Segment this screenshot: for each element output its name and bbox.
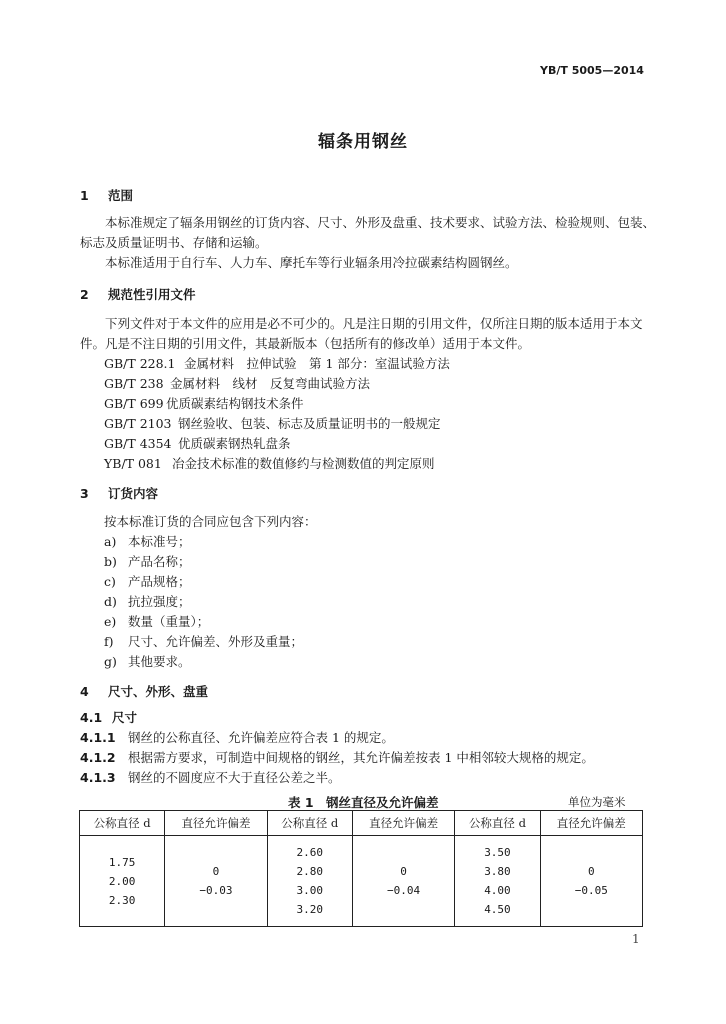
reference-code: YB/T 081 <box>104 456 162 471</box>
reference-item <box>104 354 450 372</box>
tolerance-lower: −0.04 <box>387 884 421 897</box>
diameter-value: 2.80 <box>296 865 324 878</box>
clause-text: 钢丝的公称直径、允许偏差应符合表 1 的规定。 <box>128 730 394 745</box>
header-diameter-tolerance: 直径允许偏差 <box>165 811 267 836</box>
item-marker: d) <box>104 594 117 609</box>
header-nominal-diameter: 公称直径 d <box>455 811 540 836</box>
tolerance-cell <box>165 836 267 927</box>
clause-number: 4.1 <box>80 710 103 725</box>
section-4-heading <box>80 682 208 700</box>
section-title: 规范性引用文件 <box>108 287 196 302</box>
clause-4-1-heading <box>80 708 137 726</box>
diameter-value: 3.20 <box>296 903 324 916</box>
section-2-paragraph: 下列文件对于本文件的应用是必不可少的。凡是注日期的引用文件，仅所注日期的版本适用于本文件。凡是不注日期的引用文件，其最新版本（包括所有的修改单）适用于本文件。 <box>80 316 643 351</box>
tolerance-cell <box>352 836 454 927</box>
reference-title: 金属材料 线材 反复弯曲试验方法 <box>170 376 371 391</box>
clause-number: 4.1.2 <box>80 750 116 765</box>
diameter-value: 3.80 <box>484 865 511 878</box>
diameter-value: 4.50 <box>484 903 511 916</box>
reference-item <box>104 394 304 412</box>
header-diameter-tolerance: 直径允许偏差 <box>352 811 454 836</box>
item-text: 产品名称； <box>128 554 191 569</box>
page-number: 1 <box>632 932 640 946</box>
header-diameter-tolerance: 直径允许偏差 <box>540 811 642 836</box>
reference-title: 金属材料 拉伸试验 第 1 部分：室温试验方法 <box>184 356 450 371</box>
order-item <box>104 632 303 650</box>
clause-4-1-2 <box>80 748 594 766</box>
reference-title: 钢丝验收、包装、标志及质量证明书的一般规定 <box>178 416 441 431</box>
diameter-value: 3.50 <box>484 846 511 859</box>
item-marker: a) <box>104 534 117 549</box>
reference-code: GB/T 2103 <box>104 416 172 431</box>
order-item <box>104 572 191 590</box>
reference-item <box>104 414 441 432</box>
item-text: 抗拉强度； <box>128 594 191 609</box>
section-title: 尺寸、外形、盘重 <box>108 684 209 699</box>
section-number: 2 <box>80 287 89 302</box>
table-unit: 单位为毫米 <box>568 795 626 809</box>
document-title: 辐条用钢丝 <box>318 132 408 152</box>
tolerance-lower: −0.05 <box>574 884 608 897</box>
section-3-heading <box>80 484 158 502</box>
reference-code: GB/T 4354 <box>104 436 172 451</box>
table-header-row <box>80 811 643 836</box>
reference-item <box>104 374 370 392</box>
section-1-paragraph-2: 本标准适用于自行车、人力车、摩托车等行业辐条用冷拉碳素结构圆钢丝。 <box>105 255 518 270</box>
diameter-cell <box>455 836 540 927</box>
item-marker: b) <box>104 554 117 569</box>
item-marker: f) <box>104 634 114 649</box>
header-nominal-diameter: 公称直径 d <box>267 811 352 836</box>
item-text: 数量（重量）； <box>128 614 210 629</box>
item-marker: e) <box>104 614 117 629</box>
clause-number: 4.1.3 <box>80 770 116 785</box>
reference-title: 优质碳素结构钢技术条件 <box>166 396 304 411</box>
clause-4-1-1 <box>80 728 394 746</box>
tolerance-upper: 0 <box>587 865 595 878</box>
diameter-value: 2.60 <box>296 846 324 859</box>
section-1-paragraph-1: 本标准规定了辐条用钢丝的订货内容、尺寸、外形及盘重、技术要求、试验方法、检验规则、包装、标志及质量证明书、存储和运输。 <box>80 215 656 250</box>
section-1-heading <box>80 186 133 204</box>
clause-text: 根据需方要求，可制造中间规格的钢丝，其允许偏差按表 1 中相邻较大规格的规定。 <box>128 750 594 765</box>
order-item <box>104 592 191 610</box>
diameter-value: 1.75 <box>108 855 136 869</box>
section-number: 3 <box>80 486 89 501</box>
reference-item <box>104 454 435 472</box>
order-item <box>104 612 209 630</box>
order-item <box>104 652 191 670</box>
item-text: 本标准号； <box>128 534 191 549</box>
reference-code: GB/T 228.1 <box>104 356 176 371</box>
reference-title: 优质碳素钢热轧盘条 <box>178 436 291 451</box>
section-title: 订货内容 <box>108 486 159 501</box>
tolerance-upper: 0 <box>400 865 407 878</box>
order-item <box>104 552 191 570</box>
clause-number: 4.1.1 <box>80 730 116 745</box>
clause-4-1-3 <box>80 768 341 786</box>
tolerance-cell <box>540 836 642 927</box>
tolerance-upper: 0 <box>212 865 220 878</box>
diameter-cell <box>80 836 165 927</box>
reference-item <box>104 434 291 452</box>
clause-title: 尺寸 <box>112 710 138 725</box>
table-caption: 表 1 钢丝直径及允许偏差 <box>288 795 439 810</box>
section-title: 范围 <box>108 188 134 203</box>
item-text: 产品规格； <box>128 574 191 589</box>
diameter-tolerance-table <box>79 810 643 927</box>
clause-text: 钢丝的不圆度应不大于直径公差之半。 <box>128 770 341 785</box>
diameter-cell <box>267 836 352 927</box>
section-number: 4 <box>80 684 89 699</box>
section-number: 1 <box>80 188 89 203</box>
section-2-heading <box>80 285 196 303</box>
order-item <box>104 532 191 550</box>
diameter-value: 3.00 <box>296 884 324 897</box>
item-text: 尺寸、允许偏差、外形及重量； <box>128 634 304 649</box>
reference-code: GB/T 238 <box>104 376 164 391</box>
diameter-value: 2.30 <box>108 893 136 907</box>
standard-number: YB/T 5005—2014 <box>540 64 644 77</box>
diameter-value: 2.00 <box>108 874 136 888</box>
reference-code: GB/T 699 <box>104 396 164 411</box>
diameter-value: 4.00 <box>484 884 511 897</box>
item-marker: g) <box>104 654 117 669</box>
tolerance-lower: −0.03 <box>199 884 233 897</box>
item-text: 其他要求。 <box>128 654 191 669</box>
table-row <box>80 836 643 927</box>
reference-title: 冶金技术标准的数值修约与检测数值的判定原则 <box>172 456 435 471</box>
header-nominal-diameter: 公称直径 d <box>80 811 165 836</box>
item-marker: c) <box>104 574 116 589</box>
section-3-intro: 按本标准订货的合同应包含下列内容： <box>104 514 317 529</box>
